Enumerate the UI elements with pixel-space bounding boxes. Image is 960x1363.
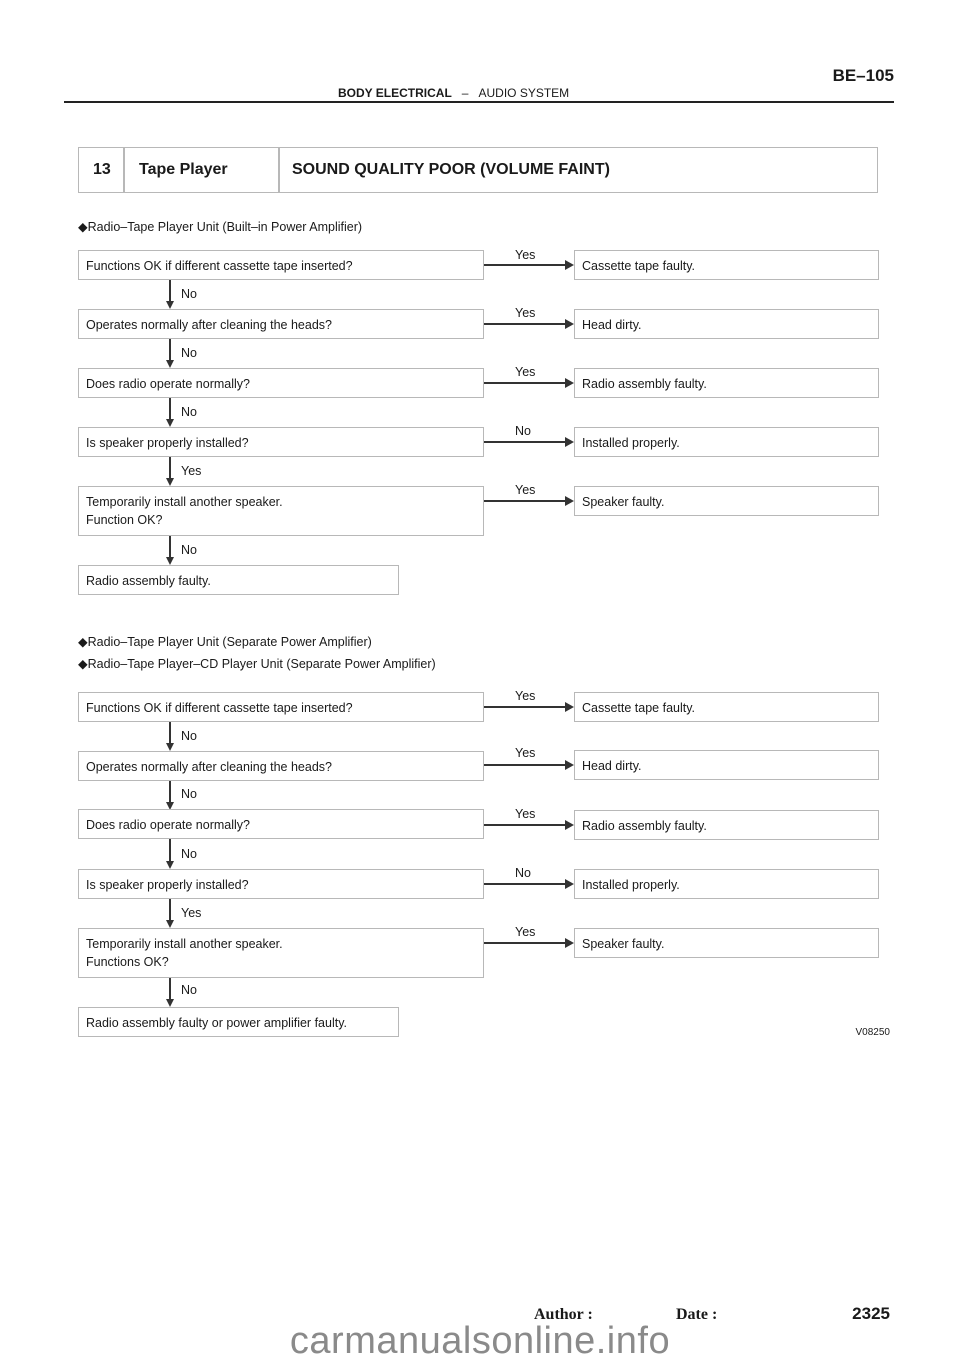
flow2-next-2: No bbox=[181, 787, 197, 801]
flow2-branch-1: Yes bbox=[515, 689, 536, 703]
flow2-question-2: Operates normally after cleaning the heads? bbox=[78, 751, 484, 781]
flow1-question-1: Functions OK if different cassette tape inserted? bbox=[78, 250, 484, 280]
watermark: carmanualsonline.info bbox=[289, 1320, 671, 1362]
flow1-result-3: Radio assembly faulty. bbox=[574, 368, 879, 398]
running-header bbox=[338, 86, 569, 100]
flow2-question-5-line-2: Functions OK? bbox=[86, 955, 169, 969]
subsection-title: AUDIO SYSTEM bbox=[478, 86, 570, 100]
flow2-branch-2: Yes bbox=[515, 746, 536, 760]
flow2-branch-3: Yes bbox=[515, 807, 536, 821]
flow1-next-2: No bbox=[181, 346, 197, 360]
flow2-arrow-down-1 bbox=[169, 722, 171, 745]
title-divider bbox=[123, 148, 125, 192]
flow1-question-2: Operates normally after cleaning the heads? bbox=[78, 309, 484, 339]
date-label: Date : bbox=[676, 1306, 718, 1323]
flow2-unit-label-2: ◆Radio–Tape Player–CD Player Unit (Separate Power Amplifier) bbox=[78, 657, 436, 671]
flow2-branch-4: No bbox=[515, 866, 531, 880]
flow2-result-3: Radio assembly faulty. bbox=[574, 810, 879, 840]
title-divider bbox=[278, 148, 280, 192]
flow2-question-1: Functions OK if different cassette tape inserted? bbox=[78, 692, 484, 722]
flow1-arrow-down-4 bbox=[169, 457, 171, 480]
flow1-next-1: No bbox=[181, 287, 197, 301]
flow2-question-5-line-1: Temporarily install another speaker. bbox=[86, 937, 283, 951]
page-number: 2325 bbox=[852, 1304, 890, 1323]
flow1-unit-label: ◆Radio–Tape Player Unit (Built–in Power Amplifier) bbox=[78, 220, 363, 234]
flow1-arrow-down-1 bbox=[169, 280, 171, 303]
flow2-next-1: No bbox=[181, 729, 197, 743]
component-name: Tape Player bbox=[139, 161, 228, 178]
flow2-result-1: Cassette tape faulty. bbox=[574, 692, 879, 722]
flow2-terminal: Radio assembly faulty or power amplifier faulty. bbox=[78, 1007, 399, 1037]
flow1-result-2: Head dirty. bbox=[574, 309, 879, 339]
symptom-title: SOUND QUALITY POOR (VOLUME FAINT) bbox=[292, 161, 610, 178]
section-title: BODY ELECTRICAL bbox=[338, 86, 452, 100]
flow2-next-5: No bbox=[181, 983, 197, 997]
flow2-branch-5: Yes bbox=[515, 925, 536, 939]
flow2-result-5: Speaker faulty. bbox=[574, 928, 879, 958]
flow1-arrow-down-3 bbox=[169, 398, 171, 421]
flow1-terminal: Radio assembly faulty. bbox=[78, 565, 399, 595]
flow1-question-5 bbox=[78, 486, 484, 536]
flow1-arrow-right-3 bbox=[484, 382, 566, 384]
flow2-arrow-down-3 bbox=[169, 839, 171, 863]
flow2-question-4: Is speaker properly installed? bbox=[78, 869, 484, 899]
header-separator: – bbox=[461, 86, 469, 100]
flow2-arrow-right-1 bbox=[484, 706, 566, 708]
flow2-arrow-right-4 bbox=[484, 883, 566, 885]
flow1-question-3: Does radio operate normally? bbox=[78, 368, 484, 398]
flow2-result-4: Installed properly. bbox=[574, 869, 879, 899]
flow1-arrow-right-2 bbox=[484, 323, 566, 325]
flow2-next-3: No bbox=[181, 847, 197, 861]
flow1-arrow-right-1 bbox=[484, 264, 566, 266]
flow2-arrow-right-3 bbox=[484, 824, 566, 826]
flow2-question-5 bbox=[78, 928, 484, 978]
flow1-branch-5: Yes bbox=[515, 483, 536, 497]
flow2-arrow-down-5 bbox=[169, 978, 171, 1001]
flow1-question-5-line-2: Function OK? bbox=[86, 513, 163, 527]
author-label: Author : bbox=[534, 1306, 593, 1323]
flow1-arrow-down-5 bbox=[169, 536, 171, 559]
page-code: BE–105 bbox=[832, 66, 894, 85]
flow1-next-5: No bbox=[181, 543, 197, 557]
flow2-result-2: Head dirty. bbox=[574, 750, 879, 780]
flow1-arrow-right-4 bbox=[484, 441, 566, 443]
flow1-result-1: Cassette tape faulty. bbox=[574, 250, 879, 280]
flow2-arrow-down-2 bbox=[169, 781, 171, 804]
flow1-branch-4: No bbox=[515, 424, 531, 438]
flow1-branch-1: Yes bbox=[515, 248, 536, 262]
flow2-unit-label-1: ◆Radio–Tape Player Unit (Separate Power Amplifier) bbox=[78, 635, 372, 649]
flow2-arrow-right-2 bbox=[484, 764, 566, 766]
flow2-question-3: Does radio operate normally? bbox=[78, 809, 484, 839]
flow1-arrow-right-5 bbox=[484, 500, 566, 502]
flow1-arrow-down-2 bbox=[169, 339, 171, 362]
flow2-arrow-right-5 bbox=[484, 942, 566, 944]
flow2-next-4: Yes bbox=[181, 906, 202, 920]
figure-code: V08250 bbox=[855, 1027, 890, 1038]
flow2-arrow-down-4 bbox=[169, 899, 171, 922]
step-number: 13 bbox=[93, 161, 111, 178]
step-title-box bbox=[78, 147, 878, 193]
flow1-question-4: Is speaker properly installed? bbox=[78, 427, 484, 457]
flow1-result-5: Speaker faulty. bbox=[574, 486, 879, 516]
flow1-result-4: Installed properly. bbox=[574, 427, 879, 457]
flow1-branch-2: Yes bbox=[515, 306, 536, 320]
flow1-next-3: No bbox=[181, 405, 197, 419]
flow1-branch-3: Yes bbox=[515, 365, 536, 379]
flow1-next-4: Yes bbox=[181, 464, 202, 478]
flow1-question-5-line-1: Temporarily install another speaker. bbox=[86, 495, 283, 509]
header-rule bbox=[64, 101, 894, 103]
